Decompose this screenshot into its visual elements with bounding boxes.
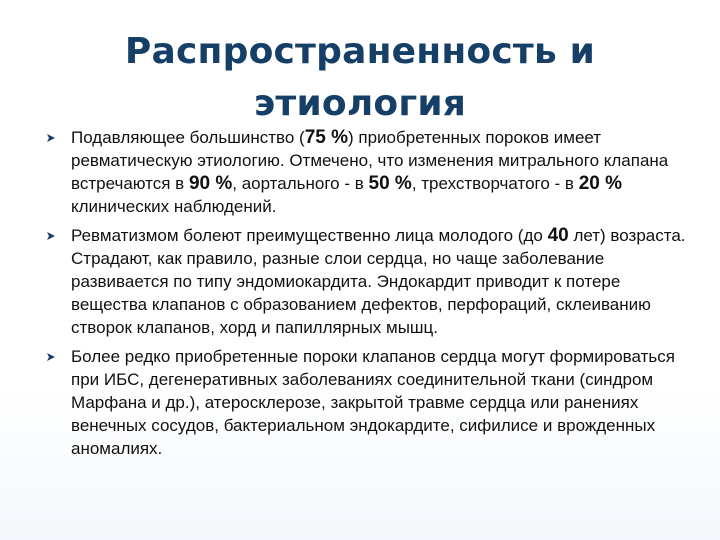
text-fragment: Подавляющее большинство (	[71, 128, 305, 147]
stat-value: 90 %	[188, 173, 233, 194]
text-fragment: Ревматизмом болеют преимущественно лица молодого (до	[71, 226, 548, 245]
arrow-bullet-icon	[46, 133, 56, 143]
bullet-text-other-causes: Более редко приобретенные пороки клапанов сердца могут формироваться при ИБС, дегенеративных заболеваниях соединительной ткани (синдром Марфана и др.), атеросклерозе, закрытой травме сердца или ранениях венечных сосудов, бактериальном эндокардите, сифилисе и врожденных аномалиях.	[71, 347, 675, 458]
bullet-item-prevalence	[45, 126, 695, 218]
slide-title-line-2: этиология	[253, 83, 467, 124]
text-fragment: , аортального - в	[232, 174, 369, 193]
text-fragment: лет) возраста. Страдают, как правило, разные слои сердца, но чаще заболевание развивается по типу эндомиокардита. Эндокардит приводит к потере вещества клапанов с образованием дефектов, перфораций, склеиванию створок клапанов, хорд и папиллярных мышц.	[71, 226, 686, 337]
stat-value: 75 %	[304, 127, 349, 148]
bullet-text-rheumatism	[71, 224, 695, 339]
slide-title-line-1: Распространенность и	[124, 31, 596, 72]
stat-value: 50 %	[368, 173, 412, 194]
arrow-bullet-icon	[46, 352, 56, 362]
text-fragment: ) приобретенных пороков имеет ревматическую этиологию. Отмечено, что изменения митрального клапана встречаются в	[71, 128, 669, 193]
stat-value: 20 %	[578, 173, 622, 194]
bullet-item-other-causes	[45, 345, 695, 460]
bullet-list	[45, 126, 695, 466]
text-fragment: , трехстворчатого - в	[411, 174, 579, 193]
text-fragment: клинических наблюдений.	[71, 197, 277, 216]
bullet-text-prevalence	[71, 126, 695, 218]
arrow-bullet-icon	[46, 231, 56, 241]
bullet-item-rheumatism	[45, 224, 695, 339]
stat-value: 40	[547, 225, 569, 246]
slide-title	[110, 26, 610, 130]
